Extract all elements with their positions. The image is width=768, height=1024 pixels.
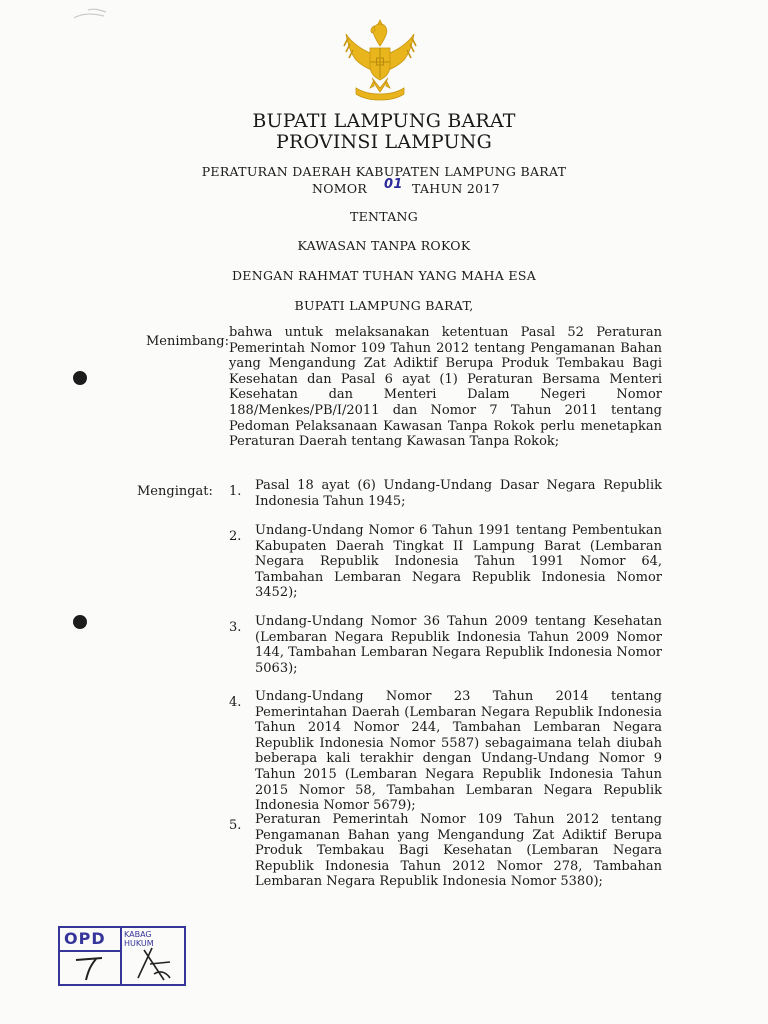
mengingat-label: Mengingat: (137, 484, 213, 499)
garuda-emblem-icon (338, 16, 422, 102)
list-item: Undang-Undang Nomor 6 Tahun 1991 tentang Pembentukan Kabupaten Daerah Tingkat II Lampung Barat (Lembaran Negara Republik Indonesia Tahun 1991 Nomor 64, Tambahan Lembaran Negara Republik Indonesia Nomor 3452); (255, 523, 662, 601)
regulation-title: PERATURAN DAERAH KABUPATEN LAMPUNG BARAT (201, 164, 567, 179)
list-item: Undang-Undang Nomor 23 Tahun 2014 tentang Pemerintahan Daerah (Lembaran Negara Republik Indonesia Tahun 2014 Nomor 244, Tambahan Lembaran Negara Republik Indonesia Nomor 5587) sebagaimana telah diubah beberapa kali terakhir dengan Undang-Undang Nomor 9 Tahun 2015 (Lembaran Negara Republik Indonesia Tahun 2015 Nomor 58, Tambahan Lembaran Negara Republik Indonesia Nomor 5679); (255, 689, 662, 814)
list-item: Undang-Undang Nomor 36 Tahun 2009 tentang Kesehatan (Lembaran Negara Republik Indonesia Tahun 2009 Nomor 144, Tambahan Lembaran Negara Republik Indonesia Nomor 5063); (255, 614, 662, 676)
list-item-number: 5. (229, 818, 242, 833)
stamp-kabag-line: KABAG (124, 930, 152, 939)
handwritten-initial (66, 954, 116, 982)
list-item-number: 2. (229, 529, 242, 544)
number-value: 01 (384, 177, 403, 192)
province-title: PROVINSI LAMPUNG (275, 131, 492, 153)
punch-hole (73, 371, 87, 385)
list-item: Pasal 18 ayat (6) Undang-Undang Dasar Negara Republik Indonesia Tahun 1945; (255, 478, 662, 509)
menimbang-text: bahwa untuk melaksanakan ketentuan Pasal 52 Peraturan Pemerintah Nomor 109 Tahun 2012 tentang Pengamanan Bahan yang Mengandung Zat Adiktif Berupa Produk Tembakau Bagi Kesehatan dan Pasal 6 ayat (1) Peraturan Bersama Menteri Kesehatan dan Menteri Dalam Negeri Nomor 188/Menkes/PB/I/2011 dan Nomor 7 Tahun 2011 tentang Pedoman Pelaksanaan Kawasan Tanpa Rokok perlu menetapkan Peraturan Daerah tentang Kawasan Tanpa Rokok; (229, 325, 662, 450)
list-item-number: 1. (229, 484, 242, 499)
about-label: TENTANG (349, 209, 419, 224)
invocation: DENGAN RAHMAT TUHAN YANG MAHA ESA (231, 268, 537, 283)
stamp-divider (120, 928, 122, 984)
number-label: NOMOR (312, 181, 368, 196)
punch-hole (73, 615, 87, 629)
handwritten-signature (130, 944, 180, 982)
opd-stamp (58, 926, 186, 986)
regulation-subject: KAWASAN TANPA ROKOK (297, 238, 471, 253)
scan-smudge (70, 4, 130, 26)
stamp-opd-text: OPD (64, 929, 106, 948)
stamp-divider (60, 950, 120, 952)
stamp-kabag-line: HUKUM (124, 939, 154, 948)
year-label: TAHUN 2017 (412, 181, 500, 196)
authority-line: BUPATI LAMPUNG BARAT, (294, 298, 474, 313)
list-item: Peraturan Pemerintah Nomor 109 Tahun 2012 tentang Pengamanan Bahan yang Mengandung Zat Adiktif Berupa Produk Tembakau Bagi Kesehatan (Lembaran Negara Republik Indonesia Tahun 2012 Nomor 278, Tambahan Lembaran Negara Republik Indonesia Nomor 5380); (255, 812, 662, 890)
list-item-number: 4. (229, 695, 242, 710)
menimbang-label: Menimbang: (146, 334, 230, 349)
list-item-number: 3. (229, 620, 242, 635)
regent-title: BUPATI LAMPUNG BARAT (252, 110, 516, 132)
